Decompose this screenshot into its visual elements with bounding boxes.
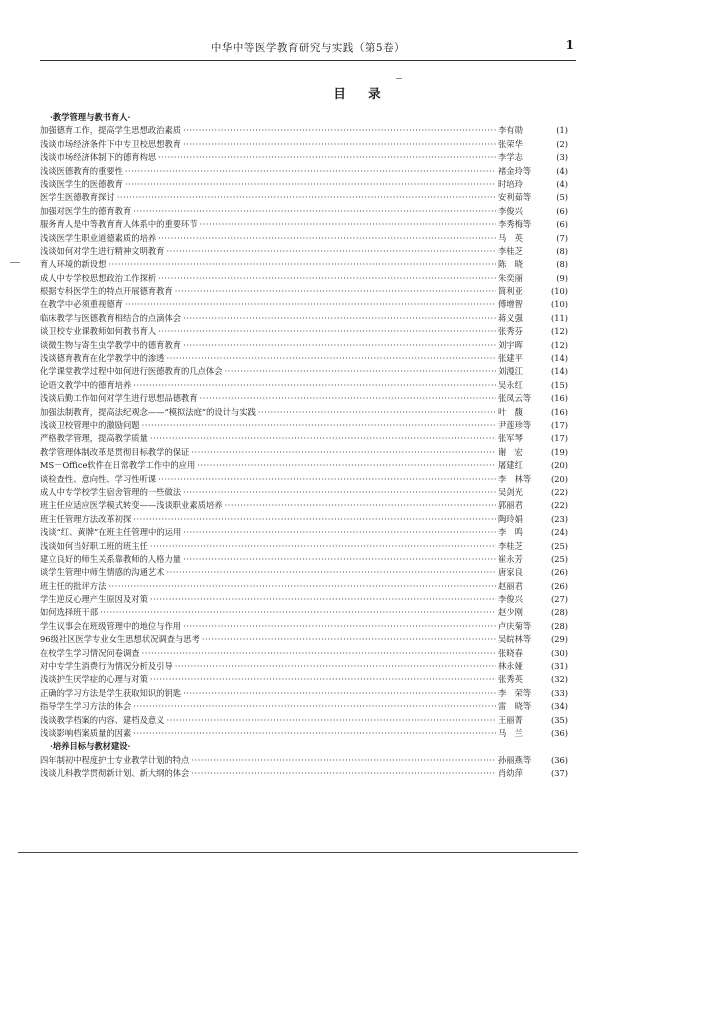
leader-dots bbox=[125, 298, 496, 311]
entry-author: 崔永芳 bbox=[498, 553, 523, 564]
entry-title: 浅谈影响档案质量的因素 bbox=[40, 727, 132, 738]
entry-page: (34) bbox=[550, 701, 568, 712]
entry-page: (30) bbox=[550, 647, 568, 658]
leader-dots bbox=[191, 754, 496, 767]
entry-page: (32) bbox=[550, 674, 568, 685]
toc-entry bbox=[40, 298, 568, 311]
entry-title: 浅谈市场经济条件下中专卫校思想教育 bbox=[40, 138, 182, 149]
entry-author: 郭丽君 bbox=[498, 500, 523, 511]
toc-entry bbox=[40, 473, 568, 486]
entry-page: (25) bbox=[550, 540, 568, 551]
entry-author: 马 兰 bbox=[498, 727, 523, 738]
entry-title: 学生议事会在班级管理中的地位与作用 bbox=[40, 620, 182, 631]
toc-entry bbox=[40, 700, 568, 713]
entry-page: (33) bbox=[550, 687, 568, 698]
entry-author: 李桂芝 bbox=[498, 540, 523, 551]
entry-author: 蒋义强 bbox=[498, 312, 523, 323]
running-title: 中华中等医学教育研究与实践（第5卷） bbox=[210, 42, 406, 54]
leader-dots bbox=[166, 714, 496, 727]
entry-author: 刘宇晖 bbox=[498, 339, 523, 350]
toc-entry bbox=[40, 446, 568, 459]
toc-entry bbox=[40, 124, 568, 137]
leader-dots bbox=[200, 392, 496, 405]
entry-title: MS－Office软件在日常教学工作中的应用 bbox=[40, 460, 196, 471]
leader-dots bbox=[166, 352, 496, 365]
toc-entry bbox=[40, 191, 568, 204]
leader-dots bbox=[150, 593, 496, 606]
leader-dots bbox=[175, 660, 496, 673]
entry-title: 浅谈“红、黄牌”在班主任管理中的运用 bbox=[40, 527, 182, 538]
entry-title: 浅谈市场经济体制下的德育构思 bbox=[40, 152, 157, 163]
leader-dots bbox=[200, 218, 496, 231]
entry-title: 加强德育工作，提高学生思想政治素质 bbox=[40, 125, 182, 136]
entry-page: (9) bbox=[556, 272, 568, 283]
entry-title: 指导学生学习方法的体会 bbox=[40, 701, 132, 712]
leader-dots bbox=[183, 124, 496, 137]
entry-author: 李 鸣 bbox=[498, 527, 523, 538]
entry-title: 浅谈医学生的医德教育 bbox=[40, 178, 123, 189]
entry-page: (20) bbox=[550, 460, 568, 471]
toc-entry bbox=[40, 419, 568, 432]
entry-title: 在校学生学习情况问卷调查 bbox=[40, 647, 140, 658]
leader-dots bbox=[150, 540, 496, 553]
entry-author: 李学志 bbox=[498, 152, 523, 163]
toc-entry bbox=[40, 379, 568, 392]
entry-page: (22) bbox=[550, 486, 568, 497]
toc-entry bbox=[40, 633, 568, 646]
leader-dots bbox=[158, 325, 496, 338]
toc-entry bbox=[40, 687, 568, 700]
toc-entry bbox=[40, 727, 568, 740]
leader-dots bbox=[183, 687, 496, 700]
entry-title: 浅谈德育教育在化学教学中的渗透 bbox=[40, 353, 165, 364]
leader-dots bbox=[202, 633, 496, 646]
entry-author: 屠建红 bbox=[498, 460, 523, 471]
entry-page: (1) bbox=[556, 125, 568, 136]
entry-author: 李秀梅等 bbox=[498, 219, 532, 230]
entry-title: 班主任的批评方法 bbox=[40, 580, 107, 591]
toc-entry bbox=[40, 767, 568, 780]
entry-title: 正确的学习方法是学生获取知识的钥匙 bbox=[40, 687, 182, 698]
entry-title: 对中专学生消费行为情况分析及引导 bbox=[40, 661, 173, 672]
toc-entry bbox=[40, 245, 568, 258]
entry-page: (28) bbox=[550, 607, 568, 618]
entry-title: 成人中专学校思想政治工作探析 bbox=[40, 272, 157, 283]
leader-dots bbox=[133, 379, 496, 392]
entry-author: 傅增智 bbox=[498, 299, 523, 310]
leader-dots bbox=[158, 232, 496, 245]
entry-title: 96级社区医学专业女生思想状况调查与思考 bbox=[40, 634, 200, 645]
leader-dots bbox=[191, 446, 496, 459]
entry-title: 学生逆反心理产生原因及对策 bbox=[40, 594, 148, 605]
entry-author: 吴永红 bbox=[498, 379, 523, 390]
toc-entry bbox=[40, 526, 568, 539]
leader-dots bbox=[166, 566, 496, 579]
entry-author: 张凤云等 bbox=[498, 393, 532, 404]
leader-dots bbox=[183, 620, 496, 633]
entry-author: 尹莲珍等 bbox=[498, 419, 532, 430]
toc-title: 目 录 bbox=[333, 86, 381, 101]
entry-title: 根据专科医学生的特点开展德育教育 bbox=[40, 286, 173, 297]
entry-page: (12) bbox=[550, 326, 568, 337]
entry-page: (3) bbox=[556, 152, 568, 163]
entry-page: (11) bbox=[550, 312, 568, 323]
entry-author: 卢庆菊等 bbox=[498, 620, 532, 631]
leader-dots bbox=[125, 165, 496, 178]
toc-entry bbox=[40, 499, 568, 512]
leader-dots bbox=[175, 285, 496, 298]
page-header bbox=[40, 38, 576, 61]
entry-title: 浅谈如何当好职工班的班主任 bbox=[40, 540, 148, 551]
toc-entry bbox=[40, 138, 568, 151]
leader-dots bbox=[225, 365, 496, 378]
entry-page: (31) bbox=[550, 661, 568, 672]
entry-page: (24) bbox=[550, 527, 568, 538]
toc-entry bbox=[40, 606, 568, 619]
entry-author: 张秀英 bbox=[498, 674, 523, 685]
toc-entry bbox=[40, 714, 568, 727]
toc-entry bbox=[40, 566, 568, 579]
entry-author: 吴皖林等 bbox=[498, 634, 532, 645]
entry-author: 李有勋 bbox=[498, 125, 523, 136]
toc-entry bbox=[40, 151, 568, 164]
table-of-contents bbox=[40, 111, 568, 781]
entry-page: (25) bbox=[550, 553, 568, 564]
leader-dots bbox=[142, 647, 496, 660]
leader-dots bbox=[158, 151, 496, 164]
entry-page: (23) bbox=[550, 513, 568, 524]
leader-dots bbox=[225, 499, 496, 512]
entry-author: 林永娅 bbox=[498, 661, 523, 672]
entry-title: 育人环境的新设想 bbox=[40, 259, 107, 270]
section-heading: ·教学管理与教书育人· bbox=[50, 112, 131, 122]
leader-dots bbox=[117, 191, 496, 204]
entry-title: 严格教学管理，提高教学质量 bbox=[40, 433, 148, 444]
entry-author: 谢 宏 bbox=[498, 446, 523, 457]
entry-title: 加强法制教育，提高法纪观念——“模拟法庭”的设计与实践 bbox=[40, 406, 256, 417]
leader-dots bbox=[133, 700, 496, 713]
toc-entry bbox=[40, 540, 568, 553]
entry-author: 李俊兴 bbox=[498, 205, 523, 216]
section-heading: ·培养目标与教材建设· bbox=[50, 741, 131, 752]
entry-page: (16) bbox=[550, 406, 568, 417]
leader-dots bbox=[183, 339, 496, 352]
entry-page: (17) bbox=[550, 419, 568, 430]
entry-author: 朱奕丽 bbox=[498, 272, 523, 283]
entry-author: 张荣华 bbox=[498, 138, 523, 149]
entry-title: 建立良好的师生关系靠教师的人格力量 bbox=[40, 553, 182, 564]
toc-entry bbox=[40, 352, 568, 365]
entry-author: 吴剑光 bbox=[498, 486, 523, 497]
entry-page: (8) bbox=[556, 245, 568, 256]
leader-dots bbox=[108, 258, 496, 271]
entry-title: 教学管理体制改革是贯彻目标教学的保证 bbox=[40, 446, 190, 457]
entry-page: (17) bbox=[550, 433, 568, 444]
leader-dots bbox=[150, 432, 496, 445]
entry-author: 唐家良 bbox=[498, 567, 523, 578]
leader-dots bbox=[133, 727, 496, 740]
entry-page: (10) bbox=[550, 299, 568, 310]
entry-page: (36) bbox=[550, 727, 568, 738]
entry-title: 班主任应适应医学模式转变——浅谈职业素质培养 bbox=[40, 500, 223, 511]
entry-author: 叶 馥 bbox=[498, 406, 523, 417]
entry-author: 王丽菁 bbox=[498, 714, 523, 725]
toc-entry bbox=[40, 580, 568, 593]
toc-entry bbox=[40, 232, 568, 245]
entry-title: 医学生医德教育探讨 bbox=[40, 192, 115, 203]
toc-entry bbox=[40, 258, 568, 271]
toc-entry bbox=[40, 660, 568, 673]
entry-title: 成人中专学校学生宿舍管理的一些做法 bbox=[40, 486, 182, 497]
entry-author: 李 林等 bbox=[498, 473, 532, 484]
entry-page: (10) bbox=[550, 286, 568, 297]
toc-entry bbox=[40, 673, 568, 686]
entry-title: 班主任管理方法改革初探 bbox=[40, 513, 132, 524]
entry-title: 浅谈教学档案的内容、建档及意义 bbox=[40, 714, 165, 725]
entry-author: 时培玲 bbox=[498, 178, 523, 189]
entry-title: 如何选择班干部 bbox=[40, 607, 99, 618]
entry-author: 李 荣等 bbox=[498, 687, 532, 698]
leader-dots bbox=[100, 606, 496, 619]
entry-page: (28) bbox=[550, 620, 568, 631]
entry-author: 安利茹等 bbox=[498, 192, 532, 203]
entry-page: (2) bbox=[556, 138, 568, 149]
page-number: 1 bbox=[565, 38, 574, 52]
entry-author: 雷 晓等 bbox=[498, 701, 532, 712]
toc-entry bbox=[40, 513, 568, 526]
entry-author: 张建平 bbox=[498, 353, 523, 364]
entry-page: (4) bbox=[556, 165, 568, 176]
leader-dots bbox=[142, 419, 496, 432]
leader-dots bbox=[191, 767, 496, 780]
entry-title: 浅谈医学生职业道德素质的培养 bbox=[40, 232, 157, 243]
toc-entry bbox=[40, 178, 568, 191]
toc-entry bbox=[40, 406, 568, 419]
toc-entry bbox=[40, 486, 568, 499]
entry-page: (16) bbox=[550, 393, 568, 404]
entry-author: 孙丽燕等 bbox=[498, 754, 532, 765]
entry-title: 服务育人是中等教育育人体系中的重要环节 bbox=[40, 219, 198, 230]
entry-title: 浅谈护生厌学症的心理与对策 bbox=[40, 674, 148, 685]
entry-page: (7) bbox=[556, 232, 568, 243]
leader-dots bbox=[150, 673, 496, 686]
scan-mark bbox=[396, 78, 402, 82]
toc-entry bbox=[40, 620, 568, 633]
leader-dots bbox=[258, 406, 496, 419]
toc-entry bbox=[40, 218, 568, 231]
entry-page: (5) bbox=[556, 192, 568, 203]
entry-title: 化学课堂教学过程中如何进行医德教育的几点体会 bbox=[40, 366, 223, 377]
leader-dots bbox=[197, 459, 496, 472]
entry-page: (4) bbox=[556, 178, 568, 189]
entry-page: (14) bbox=[550, 353, 568, 364]
toc-entry bbox=[40, 325, 568, 338]
entry-title: 浅谈医德教育的重要性 bbox=[40, 165, 123, 176]
toc-entry bbox=[40, 312, 568, 325]
entry-author: 简利亚 bbox=[498, 286, 523, 297]
entry-page: (14) bbox=[550, 366, 568, 377]
entry-title: 四年制初中程度护士专业教学计划的特点 bbox=[40, 754, 190, 765]
toc-entry bbox=[40, 285, 568, 298]
leader-dots bbox=[158, 473, 496, 486]
entry-author: 张军琴 bbox=[498, 433, 523, 444]
entry-author: 刘漫江 bbox=[498, 366, 523, 377]
leader-dots bbox=[183, 312, 496, 325]
entry-author: 李俊兴 bbox=[498, 594, 523, 605]
toc-entry bbox=[40, 272, 568, 285]
toc-entry bbox=[40, 754, 568, 767]
entry-page: (6) bbox=[556, 205, 568, 216]
entry-page: (29) bbox=[550, 634, 568, 645]
entry-page: (19) bbox=[550, 446, 568, 457]
entry-page: (22) bbox=[550, 500, 568, 511]
entry-page: (26) bbox=[550, 567, 568, 578]
entry-author: 肖幼萍 bbox=[498, 768, 523, 779]
leader-dots bbox=[125, 178, 496, 191]
toc-entry bbox=[40, 459, 568, 472]
entry-title: 加强对医学生的德育教育 bbox=[40, 205, 132, 216]
toc-entry bbox=[40, 432, 568, 445]
leader-dots bbox=[133, 205, 496, 218]
toc-entry bbox=[40, 339, 568, 352]
leader-dots bbox=[108, 580, 496, 593]
entry-page: (6) bbox=[556, 219, 568, 230]
leader-dots bbox=[166, 245, 496, 258]
toc-entry bbox=[40, 165, 568, 178]
entry-title: 临床教学与医德教育相结合的点滴体会 bbox=[40, 312, 182, 323]
entry-title: 谈卫校专业课教师如何教书育人 bbox=[40, 326, 157, 337]
margin-mark bbox=[10, 262, 20, 266]
leader-dots bbox=[183, 526, 496, 539]
entry-page: (20) bbox=[550, 473, 568, 484]
entry-page: (12) bbox=[550, 339, 568, 350]
entry-title: 谈学生管理中师生情感的沟通艺术 bbox=[40, 567, 165, 578]
toc-entry bbox=[40, 593, 568, 606]
entry-author: 张晓春 bbox=[498, 647, 523, 658]
entry-title: 浅谈卫校管理中的激励问题 bbox=[40, 419, 140, 430]
entry-author: 褚金玲等 bbox=[498, 165, 532, 176]
entry-title: 谈微生物与寄生虫学教学中的德育教育 bbox=[40, 339, 182, 350]
toc-entry bbox=[40, 392, 568, 405]
toc-entry bbox=[40, 205, 568, 218]
leader-dots bbox=[133, 513, 496, 526]
entry-page: (26) bbox=[550, 580, 568, 591]
toc-entry bbox=[40, 365, 568, 378]
entry-title: 浅谈如何对学生进行精神文明教育 bbox=[40, 245, 165, 256]
entry-page: (36) bbox=[550, 754, 568, 765]
entry-title: 论语文教学中的德育培养 bbox=[40, 379, 132, 390]
entry-page: (15) bbox=[550, 379, 568, 390]
bottom-rule bbox=[18, 852, 578, 853]
entry-author: 马 英 bbox=[498, 232, 523, 243]
entry-title: 谈检查性、意向性、学习性听课 bbox=[40, 473, 157, 484]
leader-dots bbox=[183, 138, 496, 151]
entry-author: 赵少刚 bbox=[498, 607, 523, 618]
entry-page: (27) bbox=[550, 594, 568, 605]
entry-author: 李桂芝 bbox=[498, 245, 523, 256]
entry-author: 陈 晓 bbox=[498, 259, 523, 270]
leader-dots bbox=[183, 553, 496, 566]
entry-author: 赵丽君 bbox=[498, 580, 523, 591]
toc-entry bbox=[40, 647, 568, 660]
entry-title: 浅谈儿科教学贯彻新计划、新大纲的体会 bbox=[40, 768, 190, 779]
entry-page: (37) bbox=[550, 768, 568, 779]
leader-dots bbox=[183, 486, 496, 499]
entry-title: 浅谈后勤工作如何对学生进行思想品德教育 bbox=[40, 393, 198, 404]
entry-author: 陶玲娟 bbox=[498, 513, 523, 524]
toc-entry bbox=[40, 553, 568, 566]
entry-page: (8) bbox=[556, 259, 568, 270]
leader-dots bbox=[158, 272, 496, 285]
entry-author: 张秀芬 bbox=[498, 326, 523, 337]
entry-page: (35) bbox=[550, 714, 568, 725]
entry-title: 在教学中必须重视德育 bbox=[40, 299, 123, 310]
